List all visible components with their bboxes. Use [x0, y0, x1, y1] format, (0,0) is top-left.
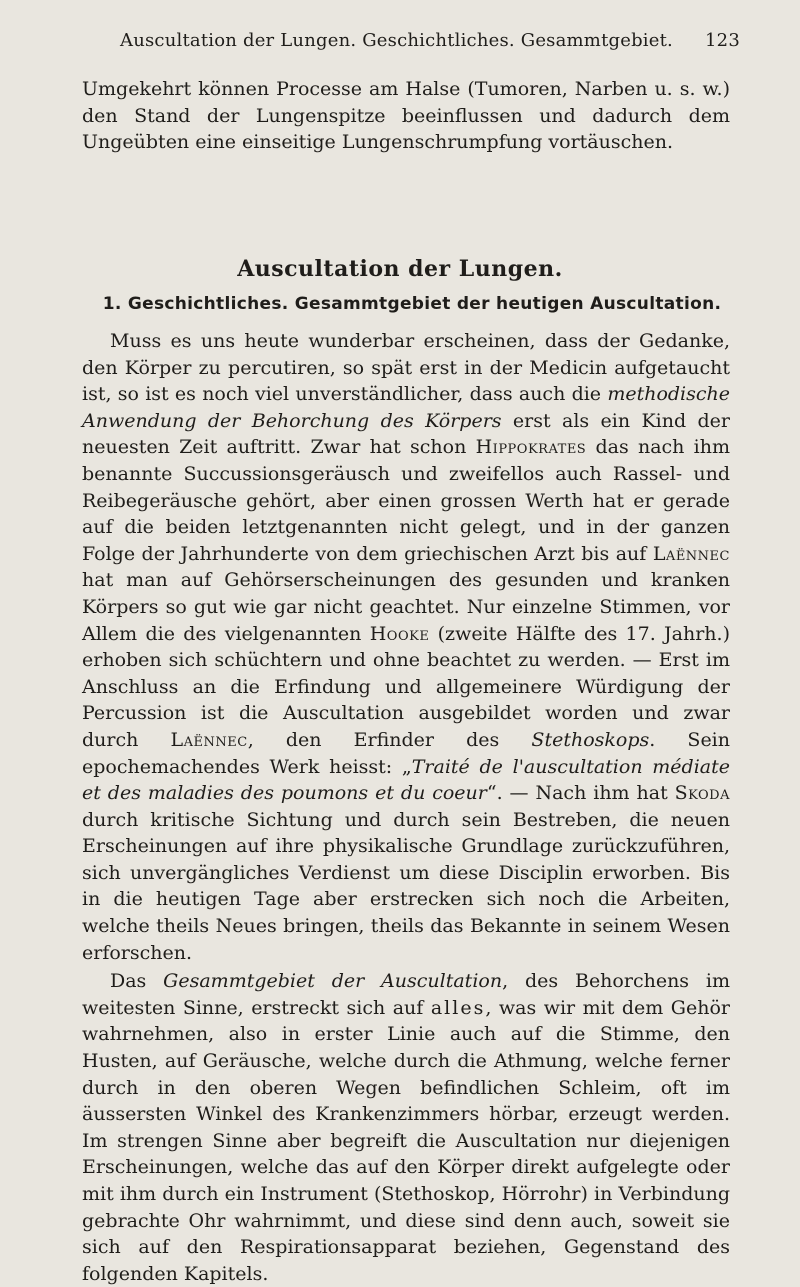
running-head — [120, 30, 740, 51]
main-text — [82, 328, 730, 1287]
person-name: Laënnec — [170, 728, 248, 751]
person-name: Hooke — [369, 622, 430, 645]
section-subtitle: 1. Geschichtliches. Gesammtgebiet der heutigen Auscultation. — [102, 294, 722, 314]
person-name: Laënnec — [652, 542, 730, 565]
section-title: Auscultation der Lungen. — [237, 256, 563, 282]
text-run: durch kritische Sichtung und durch sein Bestreben, die neuen Erscheinungen auf ihre physikalische Grundlage zurückzuführen, sich unvergängliches Verdienst um diese Disciplin erworben. Bis in die heutigen Tage aber erstrecken sich noch die Arbeiten, welche theils Neues bringen, theils das Bekannte in seinem Wesen erforschen. — [82, 808, 730, 964]
book-title: Traité de l'auscultation médiate et des maladies des poumons et du coeur — [82, 755, 730, 805]
spaced-emphasis: alles — [430, 996, 486, 1019]
emphasis: Gesammtgebiet der Auscultation — [163, 970, 503, 993]
text-run: (zweite Hälfte des 17. Jahrh.) erhoben sich schüchtern und ohne beachtet zu werden. — Erst im Anschluss an die Erfindung und allgemeinere Würdigung der Percussion ist die Auscultation ausgebildet worden und zwar durch — [82, 622, 730, 751]
emphasis: methodische Anwendung der Behorchung des Körpers — [82, 383, 730, 432]
paragraph-history — [82, 328, 730, 966]
text-run: “. — Nach ihm hat — [486, 782, 675, 805]
person-name: Skoda — [674, 782, 730, 805]
text-run: , was wir mit dem Gehör wahrnehmen, also in erster Linie auch auf die Stimme, den Husten, auf Geräusche, welche durch die Athmung, welche ferner durch in den oberen Wegen befindlichen Schleim, oft im äussersten Winkel des Krankenzimmers hörbar, erzeugt werden. Im strengen Sinne aber begreift die Auscultation nur diejenigen Erscheinungen, welche das auf den Körper direkt aufgelegte oder mit ihm durch ein Instrument (Stethoskop, Hörrohr) in Verbindung gebrachte Ohr wahrnimmt, und diese sind denn auch, soweit sie sich auf den Respirationsapparat beziehen, Gegenstand des folgenden Kapitels. — [82, 996, 730, 1285]
page-number: 123 — [705, 30, 740, 51]
person-name: Hippokrates — [475, 436, 587, 459]
text-run: , den Erfinder des — [247, 728, 532, 751]
intro-text: Umgekehrt können Processe am Halse (Tumoren, Narben u. s. w.) den Stand der Lungenspitze beeinflussen und dadurch dem Ungeübten eine einseitige Lungenschrumpfung vortäuschen. — [82, 78, 730, 154]
text-run: Muss es uns heute wunderbar erscheinen, dass der Gedanke, den Körper zu percutiren, so spät erst in der Medicin aufgetaucht ist, so ist es noch viel unverständlicher, dass auch die — [82, 330, 730, 406]
paragraph-scope — [82, 968, 730, 1287]
text-run: hat man auf Gehörserscheinungen des gesunden und kranken Körpers so gut wie gar nicht geachtet. Nur einzelne Stimmen, vor Allem die des vielgenannten — [82, 569, 730, 645]
text-run: , des Behorchens im weitesten Sinne, erstreckt sich auf — [82, 970, 730, 1019]
text-run: Das — [110, 970, 164, 993]
text-run: erst als ein Kind der neuesten Zeit auftritt. Zwar hat schon — [82, 409, 730, 459]
emphasis: Stethoskops — [531, 728, 650, 751]
running-title: Auscultation der Lungen. Geschichtliches. Gesammtgebiet. — [120, 30, 673, 51]
intro-paragraph — [82, 76, 730, 156]
text-run: das nach ihm benannte Succussionsgeräusch und zweifellos auch Rassel- und Reibegeräusche gehört, aber einen grossen Werth hat er gerade auf die beiden letztgenannten nicht gelegt, und in der ganzen Folge der Jahrhunderte von dem griechischen Arzt bis auf — [82, 436, 730, 565]
text-run: . Sein epochemachendes Werk heisst: „ — [82, 728, 730, 778]
